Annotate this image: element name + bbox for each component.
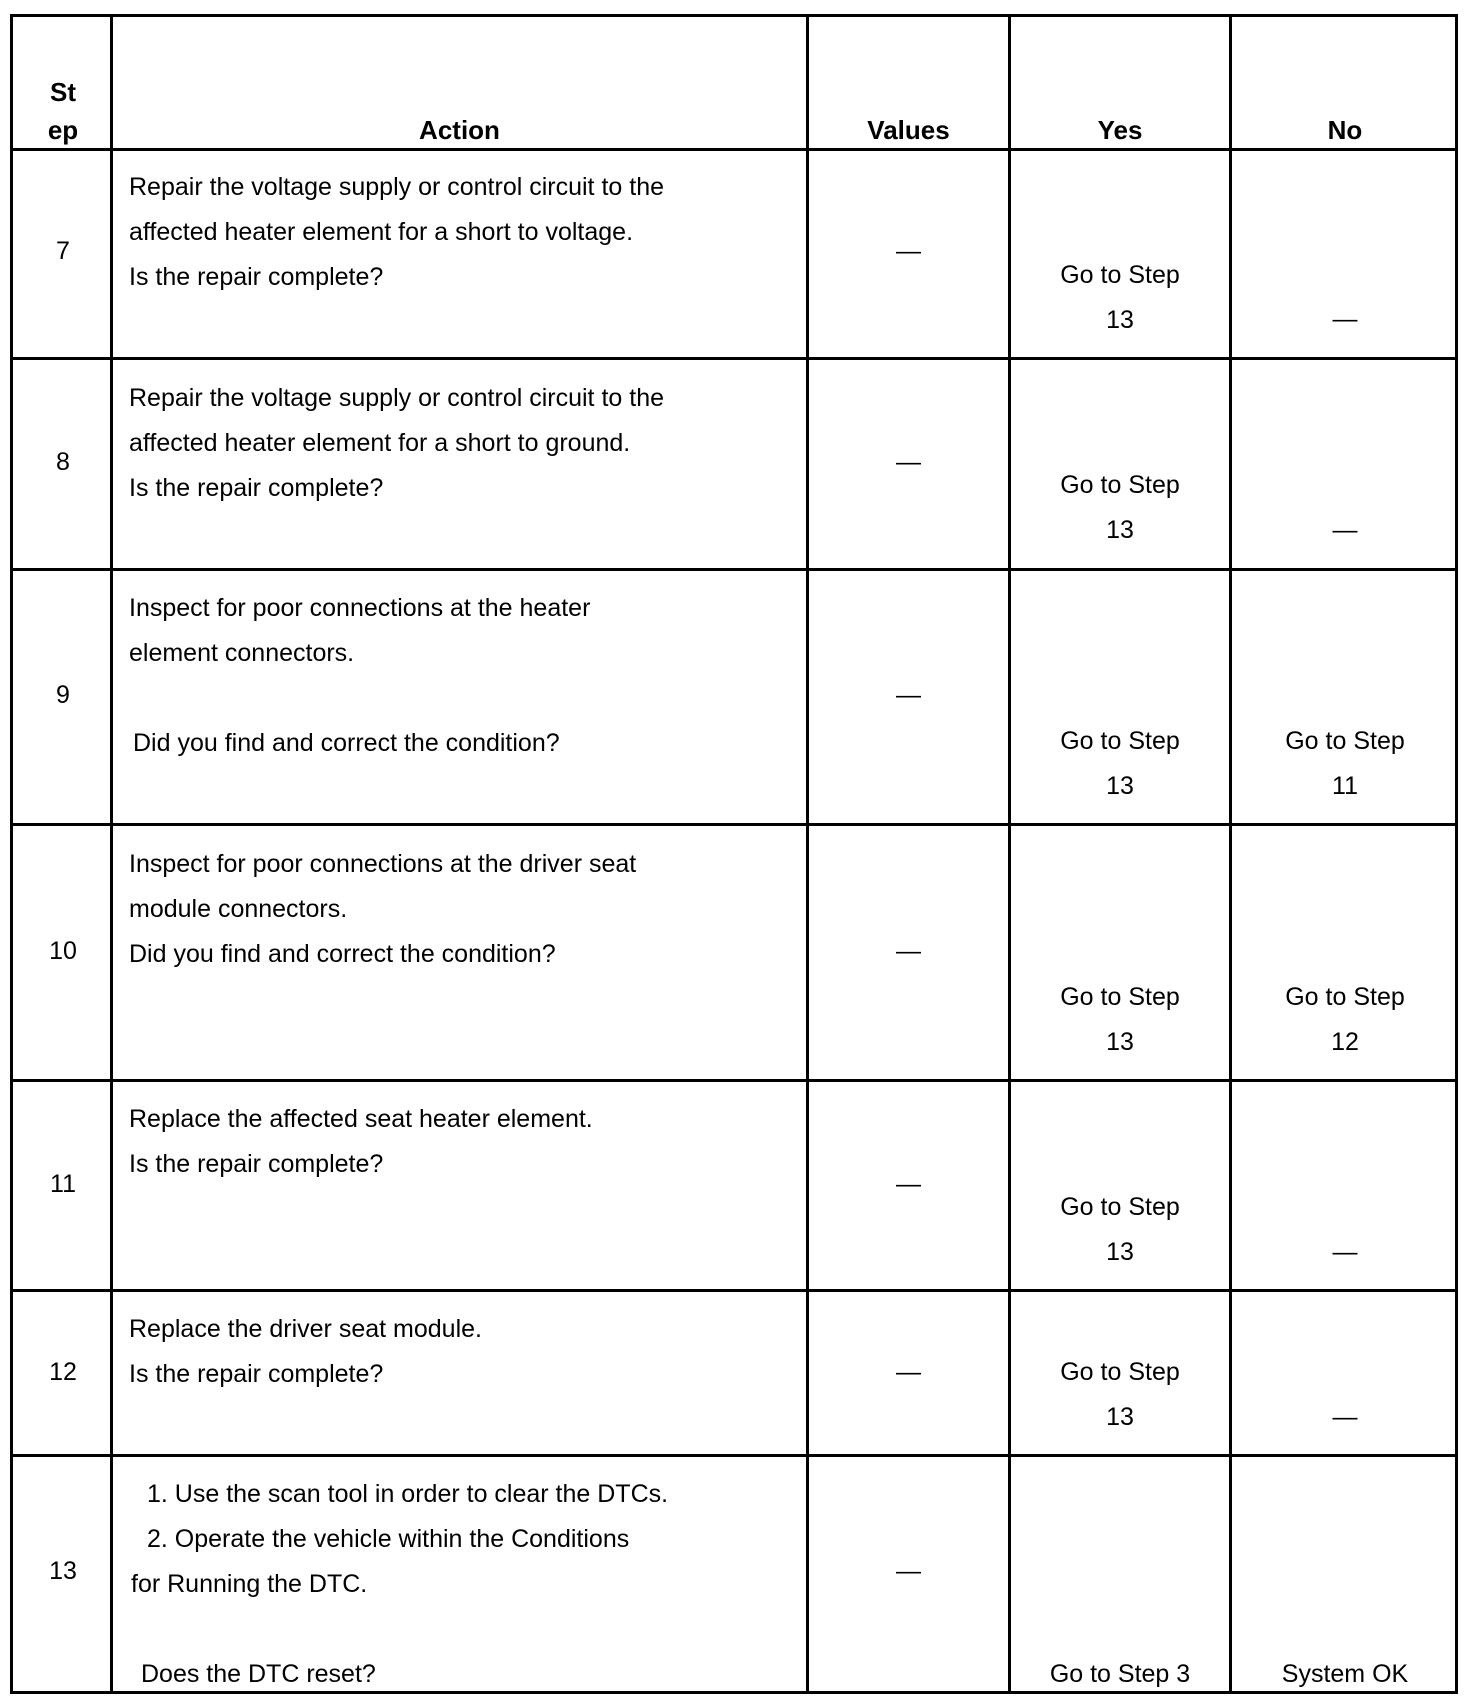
- header-values: Values: [867, 115, 950, 145]
- values-dash: —: [896, 1358, 921, 1386]
- row-divider: [13, 1454, 1455, 1457]
- row-divider: [13, 1079, 1455, 1082]
- no-dash: —: [1332, 1238, 1358, 1266]
- step-number: 9: [56, 681, 70, 709]
- step-number: 8: [56, 448, 70, 476]
- values-dash: —: [896, 681, 921, 709]
- action-text: Repair the voltage supply or control circuit to the affected heater element for a short to voltage. Is the repair complete?: [129, 173, 664, 291]
- action-text: Inspect for poor connections at the heater element connectors. Did you find and correct the condition?: [129, 594, 591, 757]
- yes-goto: Go to Step 13: [1060, 727, 1180, 800]
- values-dash: —: [896, 1170, 921, 1198]
- row-divider: [13, 1289, 1455, 1292]
- column-divider: [110, 17, 113, 1691]
- step-number: 7: [56, 237, 70, 265]
- yes-goto: Go to Step 13: [1060, 1358, 1180, 1431]
- yes-goto: Go to Step 13: [1060, 261, 1180, 334]
- header-yes: Yes: [1097, 115, 1143, 145]
- no-dash: —: [1332, 305, 1358, 333]
- diagnostic-table: [10, 14, 1458, 1694]
- yes-goto: Go to Step 13: [1060, 471, 1180, 544]
- row-divider: [13, 568, 1455, 571]
- row-divider: [13, 823, 1455, 826]
- header-no: No: [1327, 115, 1363, 145]
- step-number: 11: [50, 1170, 76, 1198]
- yes-goto: Go to Step 13: [1060, 1193, 1180, 1266]
- action-text: Repair the voltage supply or control circuit to the affected heater element for a short to ground. Is the repair complete?: [129, 384, 664, 502]
- action-text: Replace the driver seat module. Is the repair complete?: [129, 1315, 482, 1388]
- no-goto: Go to Step 11: [1285, 727, 1405, 800]
- yes-goto: Go to Step 13: [1060, 983, 1180, 1056]
- action-text: Replace the affected seat heater element. Is the repair complete?: [129, 1105, 593, 1178]
- action-text: Inspect for poor connections at the driver seat module connectors. Did you find and correct the condition?: [129, 850, 637, 968]
- values-dash: —: [896, 1557, 921, 1585]
- no-goto: Go to Step 12: [1285, 983, 1405, 1056]
- step-number: 12: [49, 1358, 77, 1386]
- values-dash: —: [896, 448, 921, 476]
- no-dash: —: [1332, 516, 1358, 544]
- no-dash: —: [1332, 1403, 1358, 1431]
- values-dash: —: [896, 237, 921, 265]
- step-number: 13: [49, 1557, 77, 1585]
- values-dash: —: [896, 937, 921, 965]
- row-divider: [13, 357, 1455, 360]
- yes-goto: Go to Step 3: [1049, 1660, 1191, 1688]
- action-text: 1. Use the scan tool in order to clear the DTCs. 2. Operate the vehicle within the Conditions for Running the DTC. Does the DTC reset?: [131, 1480, 669, 1688]
- no-result: System OK: [1281, 1660, 1409, 1688]
- header-action: Action: [419, 115, 500, 145]
- step-number: 10: [49, 937, 77, 965]
- header-step: St ep: [47, 77, 79, 145]
